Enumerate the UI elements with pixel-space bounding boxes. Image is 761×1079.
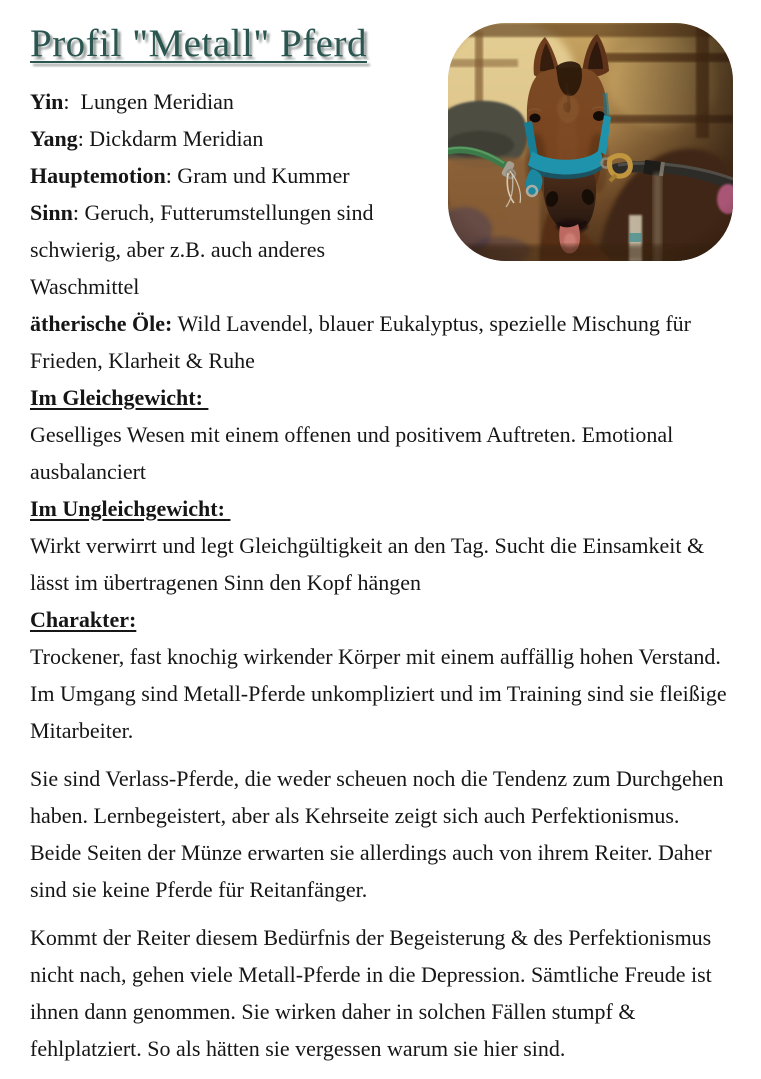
stable-foreground [448,23,733,261]
horse-photo-illustration [448,23,733,261]
value-yin: : Lungen Meridian [63,88,234,114]
section-body-im-ungleichgewicht: Wirkt verwirrt und legt Gleichgültigkeit an den Tag. Sucht die Einsamkeit & lässt im übertragenen Sinn den Kopf hängen [30,532,705,595]
label-yang: Yang [30,125,78,151]
paragraph-verlass-pferde: Sie sind Verlass-Pferde, die weder scheuen noch die Tendenz zum Durchgehen haben. Lernbegeistert, aber als Kehrseite zeigt sich auch Perfektionismus. Beide Seiten der Münze erwarten sie allerdings auch von ihrem Reiter. Daher sind sie keine Pferde für Reitanfänger. [30,765,724,902]
label-aetherische-oele: ätherische Öle: [30,310,173,336]
section-body-charakter: Trockener, fast knochig wirkender Körper mit einem auffällig hohen Verstand. Im Umgang sind Metall-Pferde unkompliziert und im Training sind sie fleißige Mitarbeiter. [30,643,727,743]
section-heading-charakter: Charakter: [30,606,137,632]
value-yang: : Dickdarm Meridian [77,125,264,151]
paragraph-depression: Kommt der Reiter diesem Bedürfnis der Begeisterung & des Perfektionismus nicht nach, gehen viele Metall-Pferde in die Depression. Sämtliche Freude ist ihnen dann genommen. Sie wirken daher in solchen Fällen stumpf & fehlplatziert. So als hätten sie vergessen warum sie hier sind. [30,924,712,1061]
value-aetherische-oele: Wild Lavendel, blauer Eukalyptus, spezielle Mischung für Frieden, Klarheit & Ruhe [30,310,691,373]
profile-line-aetherische-oele [30,305,733,379]
section-heading-im-gleichgewicht: Im Gleichgewicht: [30,384,209,410]
page-title: Profil "Metall" Pferd [30,22,367,65]
section-body-im-gleichgewicht: Geselliges Wesen mit einem offenen und positivem Auftreten. Emotional ausbalanciert [30,421,674,484]
label-hauptemotion: Hauptemotion [30,162,166,188]
label-sinn: Sinn [30,199,73,225]
value-sinn: : Geruch, Futterumstellungen sind schwierig, aber z.B. auch anderes Waschmittel [30,199,374,299]
value-hauptemotion: : Gram und Kummer [165,162,350,188]
horse-photo [448,23,733,261]
label-yin: Yin [30,88,64,114]
section-heading-im-ungleichgewicht: Im Ungleichgewicht: [30,495,231,521]
